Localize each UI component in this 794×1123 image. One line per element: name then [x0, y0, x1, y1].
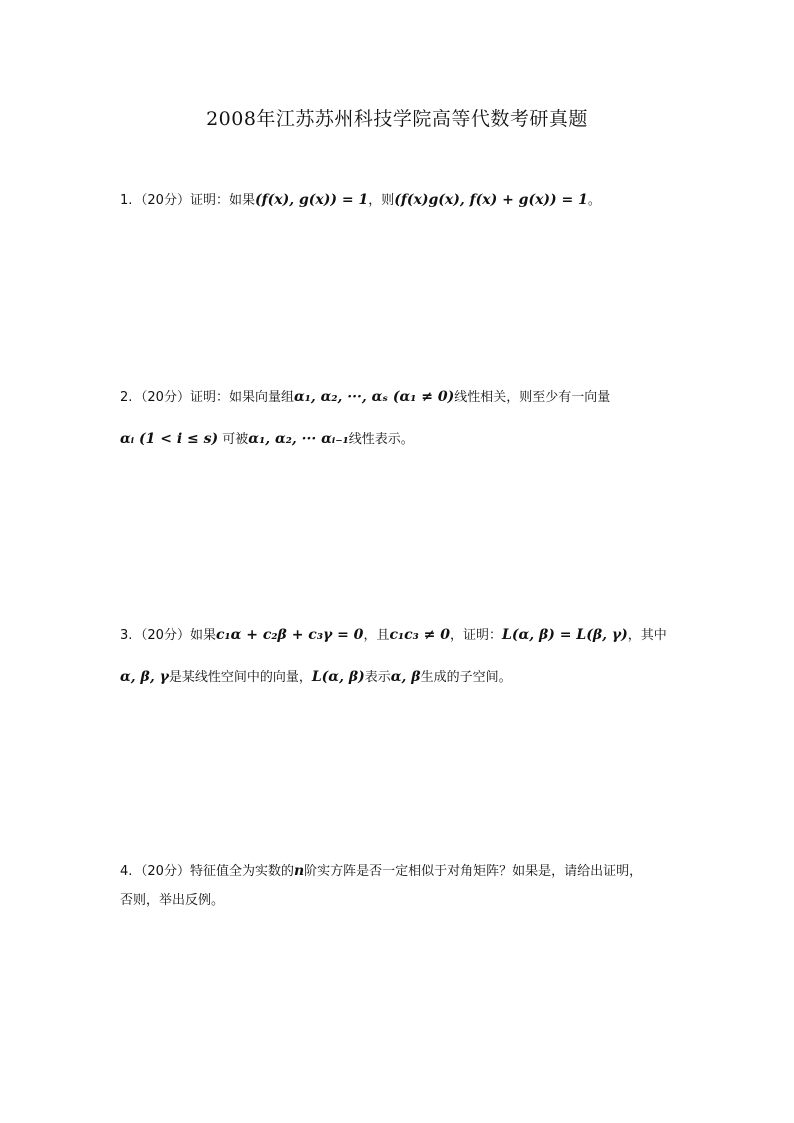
question-3-line-1: [120, 625, 667, 646]
math-expression: L(α, β) = L(β, γ): [502, 627, 628, 643]
math-expression: α₁, α₂, ··· αᵢ₋₁: [248, 431, 349, 447]
question-number: 2.: [120, 390, 133, 405]
question-points: （20分）: [134, 628, 190, 643]
question-number: 3.: [120, 628, 133, 643]
text-segment: 阶实方阵是否一定相似于对角矩阵？如果是，请给出证明，: [304, 864, 643, 879]
question-4-line-1: [120, 861, 642, 882]
math-expression: α, β: [390, 669, 421, 685]
text-segment: 否则，举出反例。: [120, 893, 225, 908]
text-segment: 如果: [189, 628, 216, 643]
page-title: 2008年江苏苏州科技学院高等代数考研真题: [206, 108, 588, 130]
question-number: 1.: [120, 193, 133, 208]
question-2-line-1: [120, 387, 610, 408]
text-segment: 表示: [364, 670, 391, 685]
math-expression: (f(x), g(x)) = 1: [254, 192, 369, 208]
math-expression: α₁, α₂, ···, αₛ (α₁ ≠ 0): [293, 389, 455, 405]
math-expression: L(α, β): [311, 669, 365, 685]
question-3-line-2: [120, 667, 512, 688]
text-segment: ，证明：: [450, 628, 503, 643]
math-expression: (f(x)g(x), f(x) + g(x)) = 1: [394, 192, 588, 208]
question-2-line-2: [120, 429, 414, 450]
question-4-line-2: [120, 891, 224, 911]
text-segment: 。: [587, 193, 601, 208]
question-1-line-1: [120, 190, 601, 211]
math-expression: αᵢ (1 < i ≤ s): [120, 431, 219, 447]
text-segment: 可被: [218, 432, 249, 447]
text-segment: 线性相关，则至少有一向量: [454, 390, 611, 405]
question-number: 4.: [120, 864, 133, 879]
text-segment: 证明：如果: [189, 193, 255, 208]
math-expression: c₁c₃ ≠ 0: [389, 627, 450, 643]
question-points: （20分）: [134, 864, 190, 879]
question-points: （20分）: [134, 193, 190, 208]
math-expression: c₁α + c₂β + c₃γ = 0: [215, 627, 364, 643]
text-segment: ，其中: [627, 628, 667, 643]
text-segment: 特征值全为实数的: [189, 864, 294, 879]
text-segment: ，则: [368, 193, 395, 208]
math-expression: n: [293, 863, 305, 879]
text-segment: ，且: [363, 628, 390, 643]
text-segment: 证明：如果向量组: [189, 390, 294, 405]
text-segment: 生成的子空间。: [420, 670, 512, 685]
question-points: （20分）: [134, 390, 190, 405]
text-segment: 线性表示。: [348, 432, 414, 447]
math-expression: α, β, γ: [120, 669, 169, 685]
text-segment: 是某线性空间中的向量，: [168, 670, 312, 685]
